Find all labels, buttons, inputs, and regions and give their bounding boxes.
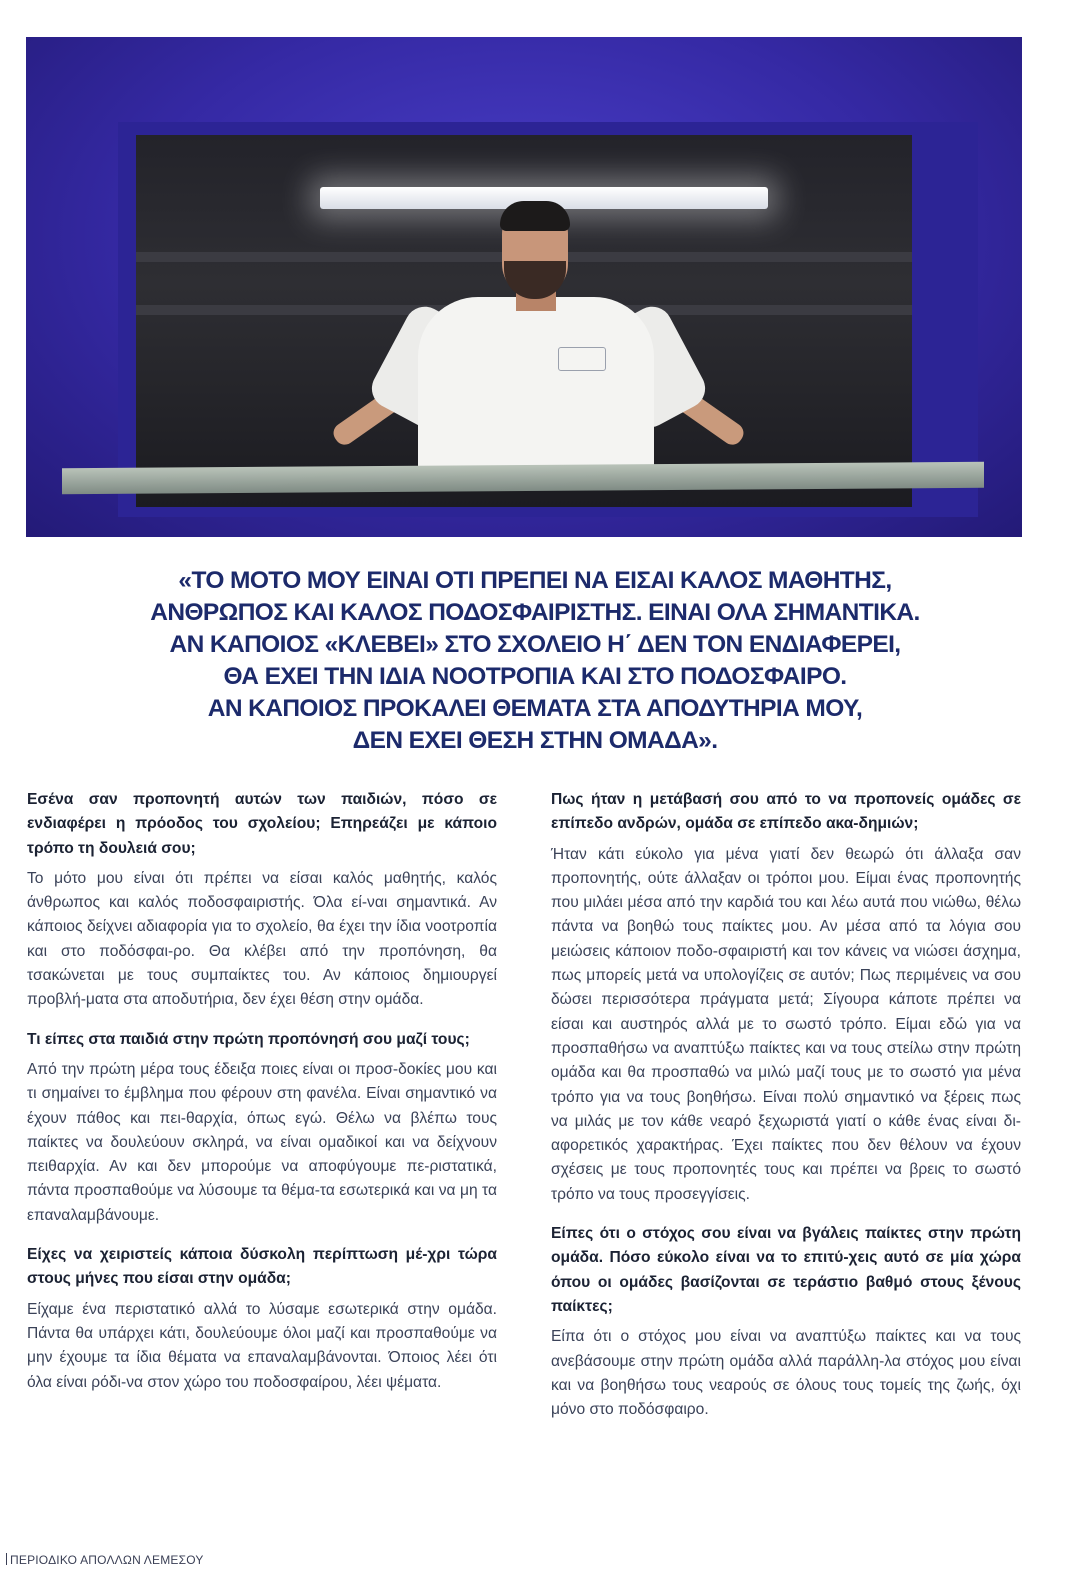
pull-quote-line: ΑΝ ΚΑΠΟΙΟΣ ΠΡΟΚΑΛΕΙ ΘΕΜΑΤΑ ΣΤΑ ΑΠΟΔΥΤΗΡΙΑ ΜΟΥ, xyxy=(207,695,863,722)
interview-answer: Από την πρώτη μέρα τους έδειξα ποιες είναι οι προσ-δοκίες μου και τι σημαίνει το έμβλημα που φέρουν στη φανέλα. Είναι σημαντικό να έχουν πάθος και πει-θαρχία, όπως εγώ. Θέλω να βλέπω τους παίκτες να δουλεύουν σκληρά, να είναι ομαδικοί και να δείχνουν πειθαρχία. Αν και δεν μπορούμε να αποφύγουμε πε-ριστατικά, πάντα προσπαθούμε να λύσουμε τα θέμα-τα εσωτερικά και να μη τα επαναλαμβάνουμε. xyxy=(27,1060,497,1224)
footer-divider xyxy=(6,1553,7,1565)
pull-quote xyxy=(40,565,1030,757)
pull-quote-line: «ΤΟ ΜΟΤΟ ΜΟΥ ΕΙΝΑΙ ΟΤΙ ΠΡΕΠΕΙ ΝΑ ΕΙΣΑΙ ΚΑΛΟΣ ΜΑΘΗΤΗΣ, xyxy=(178,567,892,594)
interview-answer: Είπα ότι ο στόχος μου είναι να αναπτύξω παίκτες και να τους ανεβάσουμε στην πρώτη ομάδα αλλά παράλλη-λα στόχος μου είναι και να βοηθήσω τους νεαρούς σε όλους τους τομείς της ζωής, όχι μόνο στο ποδόσφαιρο. xyxy=(551,1328,1021,1419)
interview-question: Είπες ότι ο στόχος σου είναι να βγάλεις παίκτες στην πρώτη ομάδα. Πόσο εύκολο είναι να το επιτύ-χεις αυτό σε μία χώρα όπου οι ομάδες βασίζονται σε τεράστιο βαθμό στους ξένους παίκτες; xyxy=(551,1225,1021,1315)
shirt-logo xyxy=(558,347,606,371)
right-column xyxy=(551,788,1021,1437)
magazine-footer xyxy=(6,1553,204,1573)
interview-answer: Ήταν κάτι εύκολο για μένα γιατί δεν θεωρώ ότι άλλαξα σαν προπονητής, ούτε άλλαξαν οι τρόποι μου. Είμαι ένας προπονητής που μιλάει μέσα από την καρδιά του και λέω αυτά που νιώθω, θέλω πάντα να βοηθώ τους παίκτες μου. Αν μέσα από τα λόγια σου μειώσεις κάποιον ποδο-σφαιριστή και τον κάνεις να νιώσει άσχημα, πως μπορείς μετά να υπολογίζεις σε αυτόν; Πως περιμένεις να σου δώσει περισσότερα πράγματα μετά; Σίγουρα κάποτε πρέπει να είσαι και αυστηρός αλλά με το σωστό τρόπο. Είμαι εδώ για να προσπαθήσω να αναπτύξω παίκτες και να τους στείλω στην πρώτη ομάδα και θα προσπαθώ να μιλώ μαζί τους με το σωστό για μένα τρόπο για να τους βοηθήσω. Είναι πολύ σημαντικό να ξέρεις πως να μιλάς με τον κάθε νεαρό ξεχωριστά γιατί ο κάθε ένας είναι δι-αφορετικός χαρακτήρας. Έχει παίκτες που δεν θέλουν να έχουν σχέσεις με τους προπονητές τους και πρέπει να βρεις το σωστό τρόπο να τους προσεγγίσεις. xyxy=(551,845,1021,1203)
left-column xyxy=(27,788,497,1410)
interview-answer: Είχαμε ένα περιστατικό αλλά το λύσαμε εσωτερικά στην ομάδα. Πάντα θα υπάρχει κάτι, δουλεύουμε όλοι μαζί και προσπαθούμε να μην έχουμε τα ίδια θέματα να επαναλαμβάνονται. Όποιος λέει ότι όλα είναι ρόδι-να στον χώρο του ποδοσφαίρου, λέει ψέματα. xyxy=(27,1300,497,1391)
magazine-name: ΠΕΡΙΟΔΙΚΟ ΑΠΟΛΛΩΝ ΛΕΜΕΣΟΥ xyxy=(10,1553,204,1567)
pull-quote-line: ΔΕΝ ΕΧΕΙ ΘΕΣΗ ΣΤΗΝ ΟΜΑΔΑ». xyxy=(352,727,718,754)
interview-question: Εσένα σαν προπονητή αυτών των παιδιών, πόσο σε ενδιαφέρει η πρόοδος του σχολείου; Επηρεάζει με κάποιο τρόπο τη δουλειά σου; xyxy=(27,791,497,857)
interview-answer: Το μότο μου είναι ότι πρέπει να είσαι καλός μαθητής, καλός άνθρωπος και καλός ποδοσφαιριστής. Όλα εί-ναι σημαντικά. Αν κάποιος δείχνει αδιαφορία για το σχολείο, θα έχει την ίδια νοοτροπία και στο ποδόσφαι-ρο. Θα κλέβει από την προπόνηση, θα τσακώνεται με τους συμπαίκτες του. Αν κάποιος δημιουργεί προβλή-ματα στα αποδυτήρια, δεν έχει θέση στην ομάδα. xyxy=(27,869,497,1009)
interview-question: Πως ήταν η μετάβασή σου από το να προπονείς ομάδες σε επίπεδο ανδρών, ομάδα σε επίπεδο ακα-δημιών; xyxy=(551,791,1021,833)
pull-quote-line: ΑΝΘΡΩΠΟΣ ΚΑΙ ΚΑΛΟΣ ΠΟΔΟΣΦΑΙΡΙΣΤΗΣ. ΕΙΝΑΙ ΟΛΑ ΣΗΜΑΝΤΙΚΑ. xyxy=(150,599,920,626)
hair xyxy=(500,201,570,231)
pull-quote-line: ΘΑ ΕΧΕΙ ΤΗΝ ΙΔΙΑ ΝΟΟΤΡΟΠΙΑ ΚΑΙ ΣΤΟ ΠΟΔΟΣΦΑΙΡΟ. xyxy=(223,663,847,690)
interview-question: Τι είπες στα παιδιά στην πρώτη προπόνησή σου μαζί τους; xyxy=(27,1030,470,1048)
cover-photo xyxy=(26,37,1022,537)
interview-question: Είχες να χειριστείς κάποια δύσκολη περίπτωση μέ-χρι τώρα στους μήνες που είσαι στην ομάδα; xyxy=(27,1246,497,1288)
white-tshirt xyxy=(418,297,654,472)
pull-quote-line: ΑΝ ΚΑΠΟΙΟΣ «ΚΛΕΒΕΙ» ΣΤΟ ΣΧΟΛΕΙΟ Η΄ ΔΕΝ ΤΟΝ ΕΝΔΙΑΦΕΡΕΙ, xyxy=(169,631,901,658)
